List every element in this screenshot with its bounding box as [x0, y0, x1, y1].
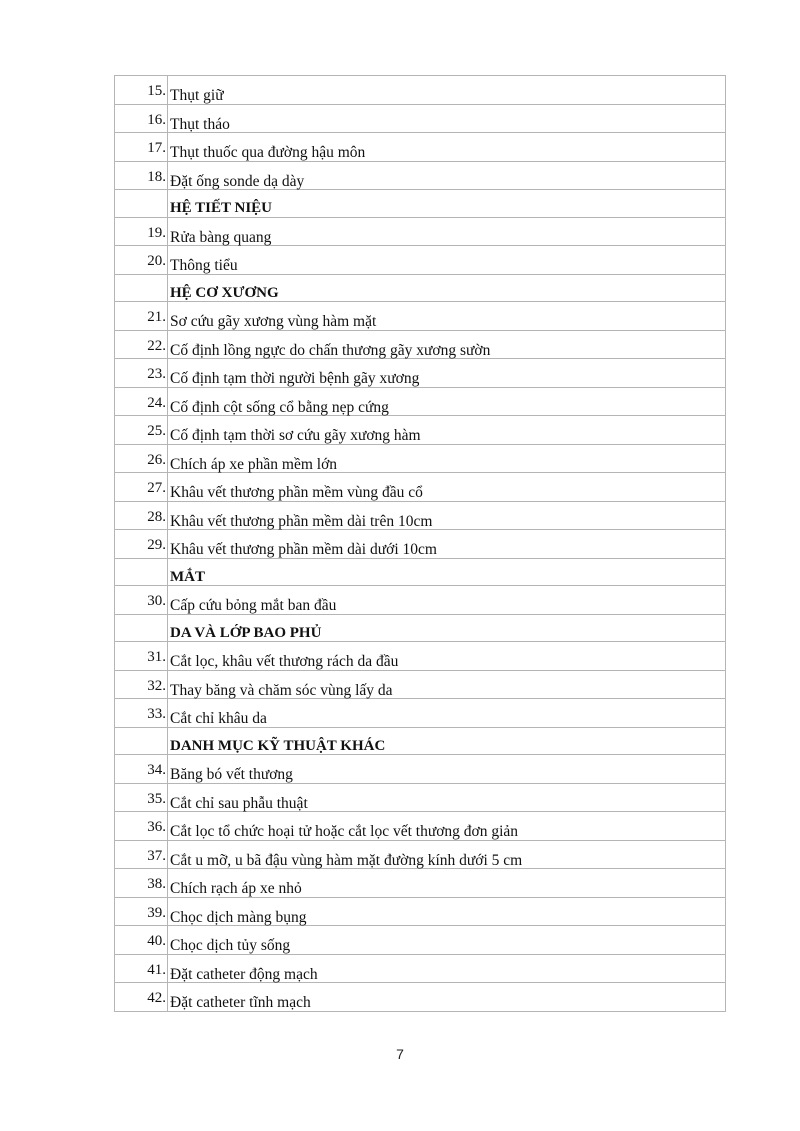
row-number — [115, 190, 168, 218]
procedure-name: Đặt ống sonde dạ dày — [168, 161, 726, 190]
row-number: 41. — [115, 954, 168, 983]
procedure-name: Thụt tháo — [168, 104, 726, 133]
row-number — [115, 727, 168, 755]
procedure-name: Cố định tạm thời sơ cứu gãy xương hàm — [168, 416, 726, 445]
procedure-name: Chọc dịch tủy sống — [168, 926, 726, 955]
table-row — [115, 246, 726, 275]
section-header-row — [115, 274, 726, 302]
procedure-name: Sơ cứu gãy xương vùng hàm mặt — [168, 302, 726, 331]
row-number: 15. — [115, 76, 168, 105]
row-number: 33. — [115, 699, 168, 728]
table-row — [115, 161, 726, 190]
table-row — [115, 133, 726, 162]
table-row — [115, 755, 726, 784]
procedure-name: Thụt giữ — [168, 76, 726, 105]
table-row — [115, 812, 726, 841]
row-number: 20. — [115, 246, 168, 275]
procedure-name: Rửa bàng quang — [168, 217, 726, 246]
section-title: DA VÀ LỚP BAO PHỦ — [168, 614, 726, 642]
row-number: 18. — [115, 161, 168, 190]
row-number: 32. — [115, 670, 168, 699]
row-number: 37. — [115, 840, 168, 869]
table-row — [115, 217, 726, 246]
table-row — [115, 302, 726, 331]
procedure-name: Chích áp xe phần mềm lớn — [168, 444, 726, 473]
procedure-name: Chọc dịch màng bụng — [168, 897, 726, 926]
procedure-table — [114, 75, 726, 1012]
table-row — [115, 104, 726, 133]
procedure-name: Cắt u mỡ, u bã đậu vùng hàm mặt đường kính dưới 5 cm — [168, 840, 726, 869]
row-number: 16. — [115, 104, 168, 133]
section-header-row — [115, 614, 726, 642]
row-number: 21. — [115, 302, 168, 331]
row-number: 31. — [115, 642, 168, 671]
row-number — [115, 614, 168, 642]
row-number: 26. — [115, 444, 168, 473]
table-row — [115, 783, 726, 812]
row-number: 23. — [115, 359, 168, 388]
row-number: 24. — [115, 387, 168, 416]
table-row — [115, 416, 726, 445]
procedure-name: Cố định tạm thời người bệnh gãy xương — [168, 359, 726, 388]
row-number: 28. — [115, 501, 168, 530]
section-header-row — [115, 190, 726, 218]
procedure-name: Cố định lồng ngực do chấn thương gãy xương sườn — [168, 330, 726, 359]
procedure-name: Khâu vết thương phần mềm dài dưới 10cm — [168, 530, 726, 559]
table-row — [115, 642, 726, 671]
table-row — [115, 359, 726, 388]
row-number: 40. — [115, 926, 168, 955]
table-row — [115, 586, 726, 615]
procedure-name: Thay băng và chăm sóc vùng lấy da — [168, 670, 726, 699]
procedure-name: Băng bó vết thương — [168, 755, 726, 784]
table-row — [115, 387, 726, 416]
section-title: HỆ TIẾT NIỆU — [168, 190, 726, 218]
row-number — [115, 274, 168, 302]
row-number: 22. — [115, 330, 168, 359]
procedure-name: Cố định cột sống cổ bằng nẹp cứng — [168, 387, 726, 416]
row-number: 17. — [115, 133, 168, 162]
row-number: 34. — [115, 755, 168, 784]
procedure-name: Thông tiểu — [168, 246, 726, 275]
table-row — [115, 897, 726, 926]
table-row — [115, 501, 726, 530]
row-number: 27. — [115, 473, 168, 502]
procedure-name: Cắt chỉ khâu da — [168, 699, 726, 728]
procedure-table-body — [115, 76, 726, 1012]
row-number: 25. — [115, 416, 168, 445]
row-number: 30. — [115, 586, 168, 615]
table-row — [115, 840, 726, 869]
row-number — [115, 558, 168, 586]
row-number: 36. — [115, 812, 168, 841]
table-row — [115, 983, 726, 1012]
procedure-name: Đặt catheter tĩnh mạch — [168, 983, 726, 1012]
procedure-name: Cắt lọc, khâu vết thương rách da đầu — [168, 642, 726, 671]
row-number: 39. — [115, 897, 168, 926]
procedure-name: Cấp cứu bỏng mắt ban đầu — [168, 586, 726, 615]
procedure-name: Khâu vết thương phần mềm dài trên 10cm — [168, 501, 726, 530]
section-title: HỆ CƠ XƯƠNG — [168, 274, 726, 302]
table-row — [115, 530, 726, 559]
section-title: DANH MỤC KỸ THUẬT KHÁC — [168, 727, 726, 755]
table-row — [115, 76, 726, 105]
section-header-row — [115, 727, 726, 755]
procedure-name: Đặt catheter động mạch — [168, 954, 726, 983]
procedure-name: Thụt thuốc qua đường hậu môn — [168, 133, 726, 162]
row-number: 19. — [115, 217, 168, 246]
section-header-row — [115, 558, 726, 586]
page-number: 7 — [396, 1046, 404, 1062]
row-number: 42. — [115, 983, 168, 1012]
table-row — [115, 473, 726, 502]
procedure-name: Cắt chỉ sau phẫu thuật — [168, 783, 726, 812]
table-row — [115, 330, 726, 359]
table-row — [115, 670, 726, 699]
table-row — [115, 699, 726, 728]
procedure-name: Chích rạch áp xe nhỏ — [168, 869, 726, 898]
section-title: MẮT — [168, 558, 726, 586]
table-row — [115, 869, 726, 898]
table-row — [115, 954, 726, 983]
row-number: 29. — [115, 530, 168, 559]
table-row — [115, 444, 726, 473]
procedure-name: Khâu vết thương phần mềm vùng đầu cổ — [168, 473, 726, 502]
row-number: 38. — [115, 869, 168, 898]
procedure-name: Cắt lọc tổ chức hoại tử hoặc cắt lọc vết thương đơn giản — [168, 812, 726, 841]
row-number: 35. — [115, 783, 168, 812]
table-row — [115, 926, 726, 955]
